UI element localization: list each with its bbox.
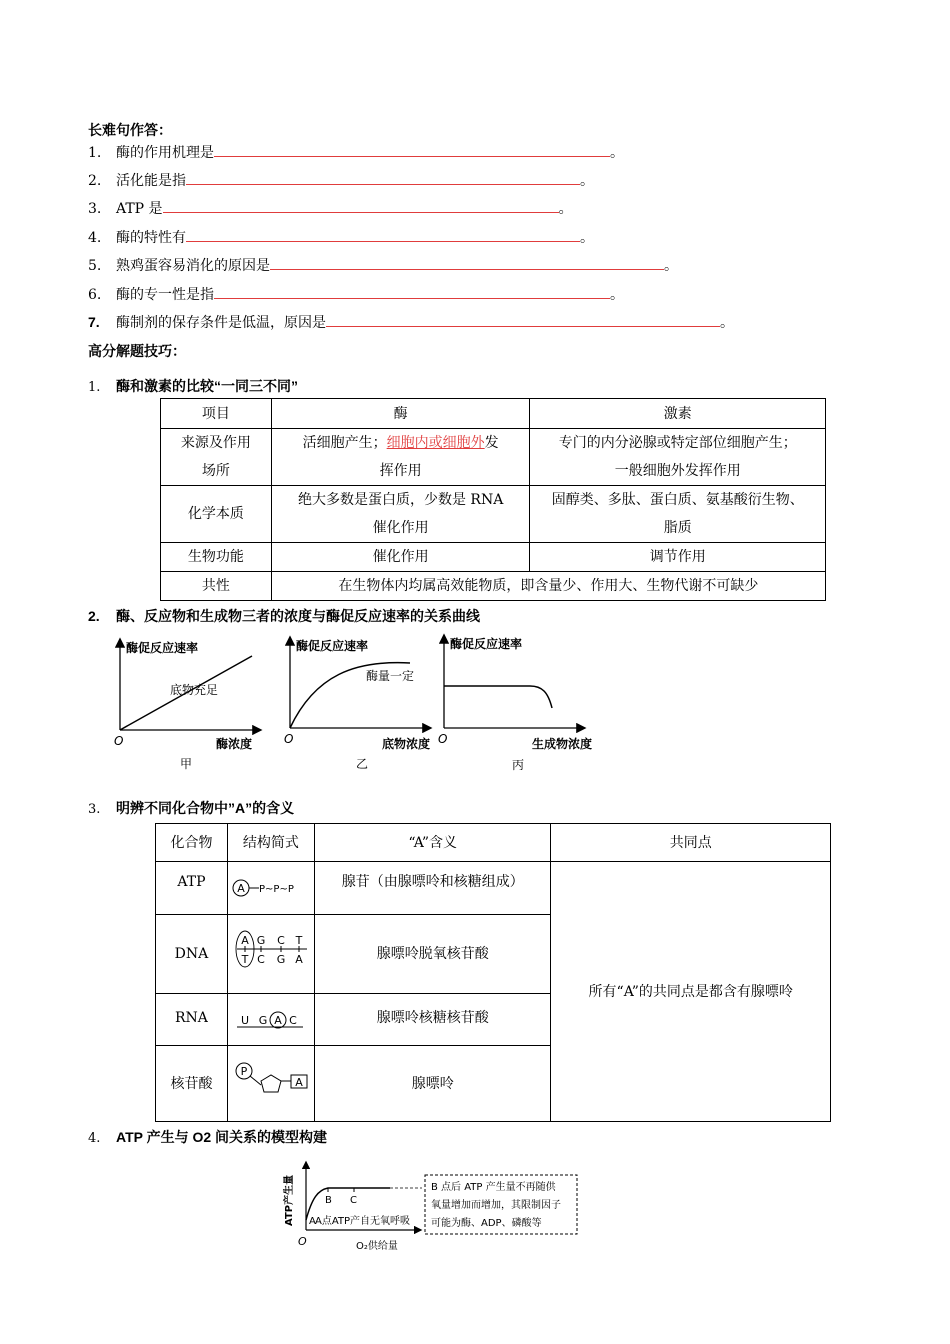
- point-c: C: [350, 1195, 357, 1206]
- question-text: 酶的特性有: [116, 230, 186, 246]
- item-4-heading: 4. ATP 产生与 O2 间关系的模型构建: [88, 1129, 328, 1146]
- question-5: 5. 熟鸡蛋容易消化的原因是 。: [88, 254, 678, 276]
- item-2-heading: 2. 酶、反应物和生成物三者的浓度与酶促反应速率的关系曲线: [88, 608, 480, 624]
- graph-origin: O: [438, 732, 448, 746]
- row-function-enzyme: 催化作用: [271, 543, 530, 572]
- question-text: 活化能是指: [116, 173, 186, 189]
- question-3: 3. ATP 是 。: [88, 197, 573, 219]
- question-7: 7. 酶制剂的保存条件是低温，原因是 。: [88, 311, 734, 333]
- enzyme-hormone-table: [160, 398, 826, 601]
- question-2: 2. 活化能是指 。: [88, 169, 594, 191]
- svg-text:C: C: [289, 1014, 297, 1027]
- adenine-meaning-table: [155, 823, 831, 1122]
- graph-jia: [114, 640, 260, 771]
- item-3-title: 明辨不同化合物中”A”的含义: [116, 800, 295, 816]
- svg-text:A: A: [295, 953, 303, 966]
- meaning-rna: 腺嘌呤核糖核苷酸: [314, 994, 551, 1046]
- answer-blank[interactable]: [214, 283, 610, 299]
- graph-ylabel: 酶促反应速率: [296, 639, 369, 653]
- row-nature-hormone: 固醇类、多肽、蛋白质、氨基酸衍生物、 脂质: [530, 486, 826, 543]
- structure-dna: [227, 915, 314, 994]
- highlighted-text: 细胞内或细胞外: [386, 435, 485, 451]
- header-structure: 结构简式: [227, 824, 314, 862]
- graph-caption: 甲: [180, 757, 193, 771]
- question-text: 熟鸡蛋容易消化的原因是: [116, 258, 270, 274]
- question-text: 酶的作用机理是: [116, 145, 214, 161]
- graph-origin: O: [114, 734, 124, 748]
- atp-structure-diagram: [231, 876, 311, 900]
- rate-curves-figure: [100, 630, 620, 780]
- svg-text:P~P~P: P~P~P: [258, 884, 294, 895]
- svg-text:T: T: [241, 953, 249, 966]
- svg-text:A: A: [274, 1014, 282, 1027]
- svg-text:C: C: [257, 953, 265, 966]
- question-4: 4. 酶的特性有 。: [88, 226, 594, 248]
- graph-origin: O: [298, 1235, 307, 1248]
- row-source-hormone: 专门的内分泌腺或特定部位细胞产生； 一般细胞外发挥作用: [530, 429, 826, 486]
- svg-text:U: U: [240, 1014, 249, 1027]
- section-title-techniques: 高分解题技巧：: [88, 343, 186, 359]
- graph-ylabel: ATP产生量: [284, 1174, 295, 1226]
- meaning-dna: 腺嘌呤脱氧核苷酸: [314, 915, 551, 994]
- header-meaning: “A”含义: [314, 824, 551, 862]
- header-compound: 化合物: [156, 824, 228, 862]
- meaning-atp: 腺苷（由腺嘌呤和核糖组成）: [314, 862, 551, 915]
- box-line-3: 可能为酶、ADP、磷酸等: [431, 1218, 542, 1229]
- point-a: A: [309, 1216, 316, 1227]
- svg-text:G: G: [256, 934, 266, 947]
- graph-note: 酶量一定: [366, 669, 415, 683]
- question-text: 酶的专一性是指: [116, 287, 214, 303]
- row-nature-label: 化学本质: [161, 486, 272, 543]
- item-1-heading: 1. 酶和激素的比较“一同三不同”: [88, 378, 298, 395]
- svg-text:T: T: [295, 934, 303, 947]
- answer-blank[interactable]: [326, 311, 720, 327]
- box-line-1: B 点后 ATP 产生量不再随供: [431, 1182, 556, 1193]
- header-common: 共同点: [551, 824, 831, 862]
- atp-o2-figure: [282, 1158, 582, 1256]
- graph-xlabel: 底物浓度: [382, 737, 431, 751]
- compound-atp: ATP: [156, 862, 228, 915]
- graph-origin: O: [284, 732, 294, 746]
- note-a: A点ATP产自无氧呼吸: [315, 1216, 411, 1227]
- answer-blank[interactable]: [186, 169, 580, 185]
- item-1-title: 酶和激素的比较“一同三不同”: [116, 378, 298, 394]
- point-b: B: [325, 1195, 332, 1206]
- common-point: 所有“A”的共同点是都含有腺嘌呤: [551, 862, 831, 1122]
- graph-xlabel: O₂供给量: [356, 1241, 398, 1252]
- svg-text:A: A: [237, 882, 245, 895]
- graph-bing: [438, 636, 592, 772]
- nucleotide-structure-diagram: [231, 1059, 311, 1099]
- row-common-label: 共性: [161, 572, 272, 601]
- compound-nucleotide: 核苷酸: [156, 1046, 228, 1122]
- structure-rna: [227, 994, 314, 1046]
- dna-structure-diagram: [231, 929, 311, 969]
- row-nature-enzyme: 绝大多数是蛋白质，少数是 RNA 催化作用: [271, 486, 530, 543]
- graph-ylabel: 酶促反应速率: [450, 637, 523, 651]
- answer-blank[interactable]: [163, 197, 559, 213]
- rna-structure-diagram: [231, 1007, 311, 1031]
- answer-blank[interactable]: [186, 226, 580, 242]
- section-title-long-answers: 长难句作答：: [88, 122, 172, 138]
- graph-xlabel: 生成物浓度: [532, 737, 593, 751]
- question-number: 2.: [88, 173, 102, 189]
- item-2-title: 酶、反应物和生成物三者的浓度与酶促反应速率的关系曲线: [116, 608, 480, 624]
- compound-dna: DNA: [156, 915, 228, 994]
- row-source-enzyme: 活细胞产生；细胞内或细胞外发 挥作用: [271, 429, 530, 486]
- box-line-2: 氧量增加而增加，其限制因子: [431, 1200, 561, 1211]
- question-number: 1.: [88, 145, 102, 161]
- question-number: 5.: [88, 258, 102, 274]
- compound-rna: RNA: [156, 994, 228, 1046]
- header-item: 项目: [161, 399, 272, 429]
- question-number: 4.: [88, 230, 102, 246]
- row-function-label: 生物功能: [161, 543, 272, 572]
- question-1: 1. 酶的作用机理是 。: [88, 141, 624, 163]
- row-function-hormone: 调节作用: [530, 543, 826, 572]
- item-4-title: ATP 产生与 O2 间关系的模型构建: [116, 1129, 328, 1145]
- header-enzyme: 酶: [271, 399, 530, 429]
- question-number: 7.: [88, 314, 100, 330]
- structure-atp: [227, 862, 314, 915]
- header-hormone: 激素: [530, 399, 826, 429]
- svg-text:C: C: [277, 934, 285, 947]
- graph-ylabel: 酶促反应速率: [126, 641, 199, 655]
- question-number: 3.: [88, 201, 102, 217]
- item-3-heading: 3. 明辨不同化合物中”A”的含义: [88, 800, 295, 817]
- graph-xlabel: 酶浓度: [216, 737, 253, 751]
- answer-blank[interactable]: [270, 254, 664, 270]
- graph-caption: 丙: [512, 758, 525, 772]
- svg-text:P: P: [240, 1064, 248, 1078]
- structure-nucleotide: [227, 1046, 314, 1122]
- question-text: 酶制剂的保存条件是低温，原因是: [116, 315, 326, 331]
- answer-blank[interactable]: [214, 141, 610, 157]
- graph-yi: [284, 638, 430, 771]
- row-source-label: 来源及作用 场所: [161, 429, 272, 486]
- graph-note: 底物充足: [170, 683, 219, 697]
- svg-text:G: G: [276, 953, 286, 966]
- svg-text:G: G: [258, 1014, 268, 1027]
- rate-curve: [444, 686, 552, 708]
- svg-text:A: A: [241, 934, 249, 947]
- row-common-text: 在生物体内均属高效能物质，即含量少、作用大、生物代谢不可缺少: [271, 572, 825, 601]
- graph-caption: 乙: [356, 757, 369, 771]
- question-number: 6.: [88, 287, 102, 303]
- question-text: ATP 是: [116, 201, 163, 217]
- meaning-nucleotide: 腺嘌呤: [314, 1046, 551, 1122]
- question-6: 6. 酶的专一性是指 。: [88, 283, 624, 305]
- svg-text:A: A: [295, 1075, 303, 1089]
